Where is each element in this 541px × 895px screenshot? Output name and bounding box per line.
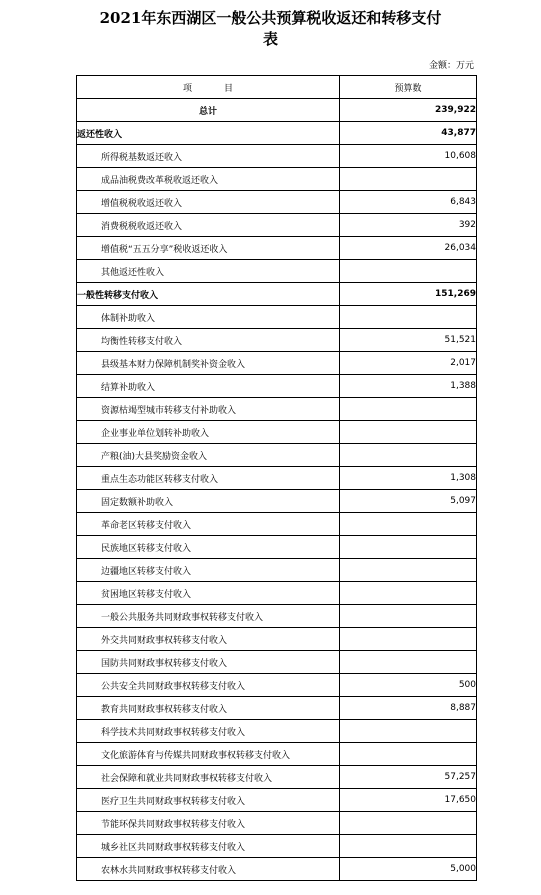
row-amount: 392 <box>340 214 477 237</box>
table-row <box>77 559 477 582</box>
table-row <box>77 398 477 421</box>
table-row <box>77 513 477 536</box>
row-item-name: 产粮(油)大县奖励资金收入 <box>77 444 340 467</box>
table-row <box>77 260 477 283</box>
row-amount: 10,608 <box>340 145 477 168</box>
row-item-name: 均衡性转移支付收入 <box>77 329 340 352</box>
row-item-name: 重点生态功能区转移支付收入 <box>77 467 340 490</box>
budget-table <box>76 75 477 881</box>
row-amount <box>340 306 477 329</box>
row-item-name: 民族地区转移支付收入 <box>77 536 340 559</box>
row-amount <box>340 582 477 605</box>
row-item-name: 一般性转移支付收入 <box>77 283 340 306</box>
row-amount: 5,000 <box>340 858 477 881</box>
row-amount: 1,308 <box>340 467 477 490</box>
row-amount: 43,877 <box>340 122 477 145</box>
row-amount <box>340 421 477 444</box>
row-item-name: 公共安全共同财政事权转移支付收入 <box>77 674 340 697</box>
row-amount <box>340 260 477 283</box>
row-amount <box>340 168 477 191</box>
row-amount: 5,097 <box>340 490 477 513</box>
row-amount <box>340 536 477 559</box>
row-item-name: 体制补助收入 <box>77 306 340 329</box>
table-row <box>77 628 477 651</box>
table-row <box>77 375 477 398</box>
row-amount <box>340 812 477 835</box>
table-row <box>77 329 477 352</box>
row-item-name: 增值税“五五分享”税收返还收入 <box>77 237 340 260</box>
row-amount: 500 <box>340 674 477 697</box>
table-row <box>77 720 477 743</box>
row-item-name: 贫困地区转移支付收入 <box>77 582 340 605</box>
table-row <box>77 421 477 444</box>
table-row <box>77 352 477 375</box>
row-item-name: 文化旅游体育与传媒共同财政事权转移支付收入 <box>77 743 340 766</box>
row-item-name: 资源枯竭型城市转移支付补助收入 <box>77 398 340 421</box>
row-amount: 51,521 <box>340 329 477 352</box>
header-amount: 预算数 <box>340 76 477 99</box>
table-row <box>77 145 477 168</box>
table-row <box>77 306 477 329</box>
row-item-name: 科学技术共同财政事权转移支付收入 <box>77 720 340 743</box>
table-row <box>77 168 477 191</box>
table-row <box>77 789 477 812</box>
table-row <box>77 490 477 513</box>
table-row <box>77 467 477 490</box>
row-item-name: 所得税基数返还收入 <box>77 145 340 168</box>
row-item-name: 城乡社区共同财政事权转移支付收入 <box>77 835 340 858</box>
row-amount <box>340 835 477 858</box>
title-line-2: 表 <box>262 30 278 48</box>
table-body <box>77 76 477 881</box>
row-item-name: 增值税税收返还收入 <box>77 191 340 214</box>
row-item-name: 医疗卫生共同财政事权转移支付收入 <box>77 789 340 812</box>
row-amount <box>340 743 477 766</box>
row-amount <box>340 720 477 743</box>
row-item-name: 一般公共服务共同财政事权转移支付收入 <box>77 605 340 628</box>
row-amount: 57,257 <box>340 766 477 789</box>
table-header-row <box>77 76 477 99</box>
row-item-name: 返还性收入 <box>77 122 340 145</box>
row-item-name: 边疆地区转移支付收入 <box>77 559 340 582</box>
table-row <box>77 766 477 789</box>
row-item-name: 其他返还性收入 <box>77 260 340 283</box>
table-row <box>77 743 477 766</box>
table-row <box>77 283 477 306</box>
row-amount: 2,017 <box>340 352 477 375</box>
row-amount <box>340 559 477 582</box>
unit-label: 金额：万元 <box>428 61 474 71</box>
table-row <box>77 237 477 260</box>
row-amount: 26,034 <box>340 237 477 260</box>
row-amount: 8,887 <box>340 697 477 720</box>
row-amount: 151,269 <box>340 283 477 306</box>
table-row <box>77 651 477 674</box>
row-item-name: 成品油税费改革税收返还收入 <box>77 168 340 191</box>
table-row <box>77 858 477 881</box>
row-amount <box>340 398 477 421</box>
row-amount: 1,388 <box>340 375 477 398</box>
table-row <box>77 444 477 467</box>
table-row <box>77 582 477 605</box>
title-line-1: 2021年东西湖区一般公共预算税收返还和转移支付 <box>99 9 442 27</box>
row-item-name: 社会保障和就业共同财政事权转移支付收入 <box>77 766 340 789</box>
table-row <box>77 214 477 237</box>
table-row <box>77 191 477 214</box>
table-row <box>77 697 477 720</box>
row-amount <box>340 628 477 651</box>
table-row <box>77 122 477 145</box>
row-amount <box>340 651 477 674</box>
page-title <box>0 8 541 50</box>
row-amount: 17,650 <box>340 789 477 812</box>
table-row <box>77 605 477 628</box>
table-row <box>77 812 477 835</box>
row-item-name: 外交共同财政事权转移支付收入 <box>77 628 340 651</box>
table-row <box>77 99 477 122</box>
row-amount <box>340 605 477 628</box>
row-item-name: 结算补助收入 <box>77 375 340 398</box>
row-item-name: 县级基本财力保障机制奖补资金收入 <box>77 352 340 375</box>
row-item-name: 企业事业单位划转补助收入 <box>77 421 340 444</box>
table-row <box>77 835 477 858</box>
header-item: 项目 <box>77 76 340 99</box>
row-item-name: 总计 <box>77 99 340 122</box>
row-item-name: 节能环保共同财政事权转移支付收入 <box>77 812 340 835</box>
row-amount: 6,843 <box>340 191 477 214</box>
row-item-name: 国防共同财政事权转移支付收入 <box>77 651 340 674</box>
row-amount <box>340 513 477 536</box>
row-item-name: 农林水共同财政事权转移支付收入 <box>77 858 340 881</box>
table-row <box>77 536 477 559</box>
row-item-name: 固定数额补助收入 <box>77 490 340 513</box>
row-item-name: 革命老区转移支付收入 <box>77 513 340 536</box>
row-amount <box>340 444 477 467</box>
row-amount: 239,922 <box>340 99 477 122</box>
table-row <box>77 674 477 697</box>
row-item-name: 消费税税收返还收入 <box>77 214 340 237</box>
row-item-name: 教育共同财政事权转移支付收入 <box>77 697 340 720</box>
